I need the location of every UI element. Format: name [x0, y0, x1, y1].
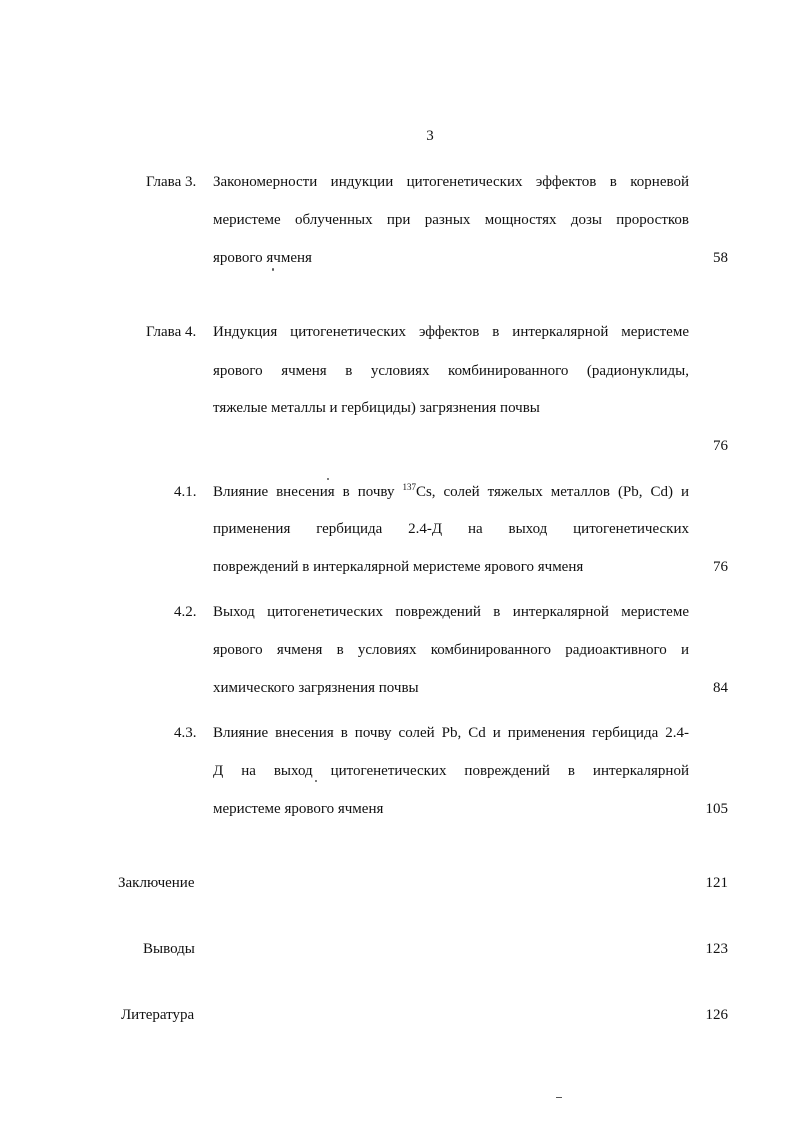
references-page: 126 [705, 1007, 728, 1023]
section-4-2-title-line-3: химического загрязнения почвы [213, 680, 419, 696]
chapter-3-page: 58 [713, 250, 728, 266]
scan-speck [556, 1097, 562, 1098]
findings-label: Выводы [143, 941, 195, 957]
chapter-4-title-line-2: ярового ячменя в условиях комбинированного (радионуклиды, [213, 363, 689, 379]
conclusion-label: Заключение [118, 875, 195, 891]
section-4-3-title-line-2: Д на выход цитогенетических повреждений в интеркалярной [213, 763, 689, 779]
section-4-1-label: 4.1. [174, 484, 197, 500]
section-4-1-title-line-3: повреждений в интеркалярной меристеме ярового ячменя [213, 559, 584, 575]
section-4-1-line-1-end: Cs, солей тяжелых металлов (Pb, Cd) и [415, 484, 689, 500]
chapter-3-title-line-2: меристеме облученных при разных мощностях дозы проростков [213, 212, 689, 228]
conclusion-page: 121 [705, 875, 728, 891]
chapter-3-label: Глава 3. [146, 174, 197, 190]
section-4-2-title-line-2: ярового ячменя в условиях комбинированного радиоактивного и [213, 642, 689, 658]
references-label: Литература [121, 1007, 195, 1023]
section-4-1-title-line-1 [213, 484, 689, 501]
findings-page: 123 [705, 941, 728, 957]
chapter-4-title-line-3: тяжелые металлы и гербициды) загрязнения почвы [213, 400, 540, 416]
chapter-4-label: Глава 4. [146, 324, 197, 340]
section-4-1-page: 76 [713, 559, 728, 575]
section-4-3-label: 4.3. [174, 725, 197, 741]
section-4-3-title-line-3: меристеме ярового ячменя [213, 801, 384, 817]
scan-speck [315, 780, 317, 782]
page-number: 3 [426, 128, 434, 144]
scan-speck [272, 268, 274, 271]
chapter-4-page: 76 [713, 438, 728, 454]
chapter-3-title-line-3: ярового ячменя [213, 250, 312, 266]
section-4-1-title-line-2: применения гербицида 2.4-Д на выход цитогенетических [213, 521, 689, 537]
section-4-2-title-line-1: Выход цитогенетических повреждений в интеркалярной меристеме [213, 604, 689, 620]
section-4-3-title-line-1: Влияние внесения в почву солей Pb, Cd и применения гербицида 2.4- [213, 725, 689, 741]
section-4-1-isotope-superscript: 137 [402, 482, 416, 492]
section-4-2-label: 4.2. [174, 604, 197, 620]
chapter-3-title-line-1: Закономерности индукции цитогенетических эффектов в корневой [213, 174, 689, 190]
section-4-1-line-1-start: Влияние внесения в почву [213, 484, 403, 500]
section-4-3-page: 105 [705, 801, 728, 817]
chapter-4-title-line-1: Индукция цитогенетических эффектов в интеркалярной меристеме [213, 324, 689, 340]
section-4-2-page: 84 [713, 680, 728, 696]
scan-speck [327, 478, 329, 480]
